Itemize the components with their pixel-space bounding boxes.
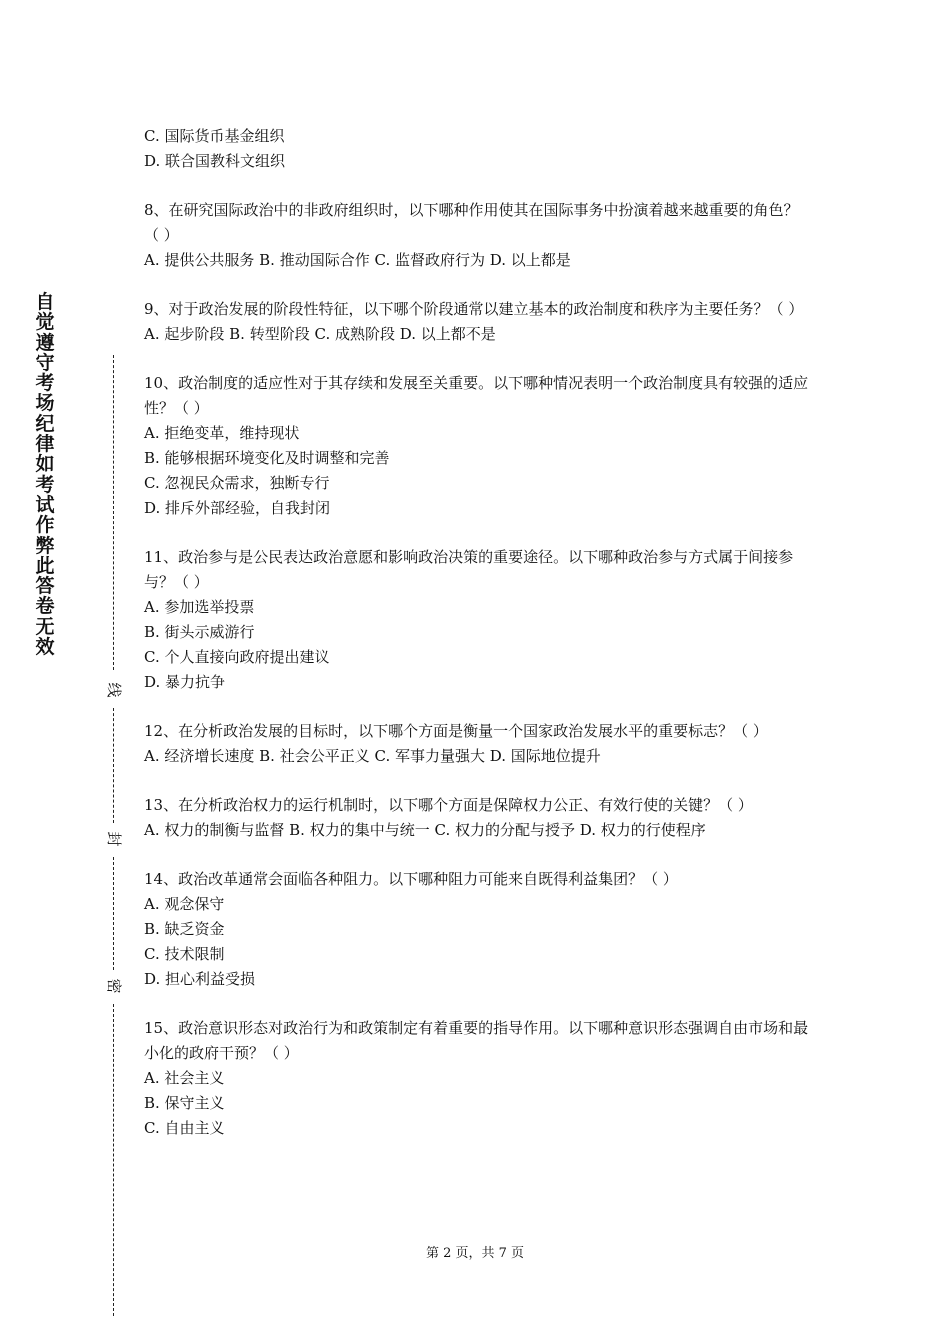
binding-dashed-line bbox=[113, 355, 114, 670]
option: A. 提供公共服务 bbox=[144, 251, 255, 269]
question-stem: 15、政治意识形态对政治行为和政策制定有着重要的指导作用。以下哪种意识形态强调自由市场和最小化的政府干预？（ ） bbox=[144, 1019, 809, 1062]
option: B. 权力的集中与统一 bbox=[289, 821, 430, 839]
option: C. 忽视民众需求，独断专行 bbox=[144, 474, 330, 492]
options-row bbox=[144, 322, 810, 347]
question-stem: 12、在分析政治发展的目标时，以下哪个方面是衡量一个国家政治发展水平的重要标志？（ ） bbox=[144, 722, 768, 740]
question-9 bbox=[144, 297, 810, 347]
question-stem: 13、在分析政治权力的运行机制时，以下哪个方面是保障权力公正、有效行使的关键？（ ） bbox=[144, 796, 753, 814]
options-row bbox=[144, 744, 810, 769]
question-12 bbox=[144, 719, 810, 769]
question-stem: 9、对于政治发展的阶段性特征，以下哪个阶段通常以建立基本的政治制度和秩序为主要任务？（ ） bbox=[144, 300, 804, 318]
option: A. 参加选举投票 bbox=[144, 598, 255, 616]
binding-label-seal: 封 bbox=[105, 831, 123, 847]
question-stem: 14、政治改革通常会面临各种阻力。以下哪种阻力可能来自既得利益集团？（ ） bbox=[144, 870, 678, 888]
question-7-continued bbox=[144, 124, 810, 174]
option: C. 个人直接向政府提出建议 bbox=[144, 648, 330, 666]
option: D. 以上都是 bbox=[489, 251, 571, 269]
question-10 bbox=[144, 371, 810, 521]
option: B. 能够根据环境变化及时调整和完善 bbox=[144, 449, 390, 467]
option: D. 暴力抗争 bbox=[144, 673, 226, 691]
option: D. 权力的行使程序 bbox=[579, 821, 706, 839]
option: C. 自由主义 bbox=[144, 1119, 225, 1137]
option: A. 拒绝变革，维持现状 bbox=[144, 424, 300, 442]
options-row bbox=[144, 818, 810, 843]
binding-dashed-line bbox=[113, 857, 114, 970]
binding-dashed-line bbox=[113, 1004, 114, 1316]
option: A. 权力的制衡与监督 bbox=[144, 821, 285, 839]
option: D. 以上都不是 bbox=[399, 325, 496, 343]
option: A. 起步阶段 bbox=[144, 325, 225, 343]
exam-content bbox=[144, 124, 810, 1165]
option: C. 权力的分配与授予 bbox=[434, 821, 575, 839]
question-13 bbox=[144, 793, 810, 843]
option: A. 社会主义 bbox=[144, 1069, 225, 1087]
option: D. 担心利益受损 bbox=[144, 970, 256, 988]
option: B. 转型阶段 bbox=[229, 325, 310, 343]
binding-dashed-line bbox=[113, 708, 114, 823]
option: A. 观念保守 bbox=[144, 895, 225, 913]
question-15 bbox=[144, 1016, 810, 1141]
question-14 bbox=[144, 867, 810, 992]
page-number: 第 2 页，共 7 页 bbox=[425, 1246, 525, 1261]
binding-label-secret: 密 bbox=[105, 978, 123, 994]
option: B. 保守主义 bbox=[144, 1094, 225, 1112]
option: A. 经济增长速度 bbox=[144, 747, 255, 765]
question-stem: 11、政治参与是公民表达政治意愿和影响政治决策的重要途径。以下哪种政治参与方式属于间接参与？（ ） bbox=[144, 548, 794, 591]
option: D. 排斥外部经验，自我封闭 bbox=[144, 499, 331, 517]
option: D. 联合国教科文组织 bbox=[144, 152, 286, 170]
exam-discipline-notice: 自觉遵守考场纪律如考试作弊此答卷无效 bbox=[35, 291, 55, 659]
option: C. 监督政府行为 bbox=[374, 251, 485, 269]
option: B. 缺乏资金 bbox=[144, 920, 225, 938]
question-stem: 10、政治制度的适应性对于其存续和发展至关重要。以下哪种情况表明一个政治制度具有较强的适应性？（ ） bbox=[144, 374, 809, 417]
option: D. 国际地位提升 bbox=[489, 747, 601, 765]
option: C. 技术限制 bbox=[144, 945, 225, 963]
question-8 bbox=[144, 198, 810, 273]
option: C. 军事力量强大 bbox=[374, 747, 485, 765]
option: C. 国际货币基金组织 bbox=[144, 127, 285, 145]
options-row bbox=[144, 248, 810, 273]
option: B. 社会公平正义 bbox=[259, 747, 370, 765]
question-stem: 8、在研究国际政治中的非政府组织时，以下哪种作用使其在国际事务中扮演着越来越重要的角色？（ ） bbox=[144, 201, 799, 244]
question-11 bbox=[144, 545, 810, 695]
option: B. 推动国际合作 bbox=[259, 251, 370, 269]
binding-label-line: 线 bbox=[105, 682, 123, 698]
option: C. 成熟阶段 bbox=[314, 325, 395, 343]
option: B. 街头示威游行 bbox=[144, 623, 255, 641]
